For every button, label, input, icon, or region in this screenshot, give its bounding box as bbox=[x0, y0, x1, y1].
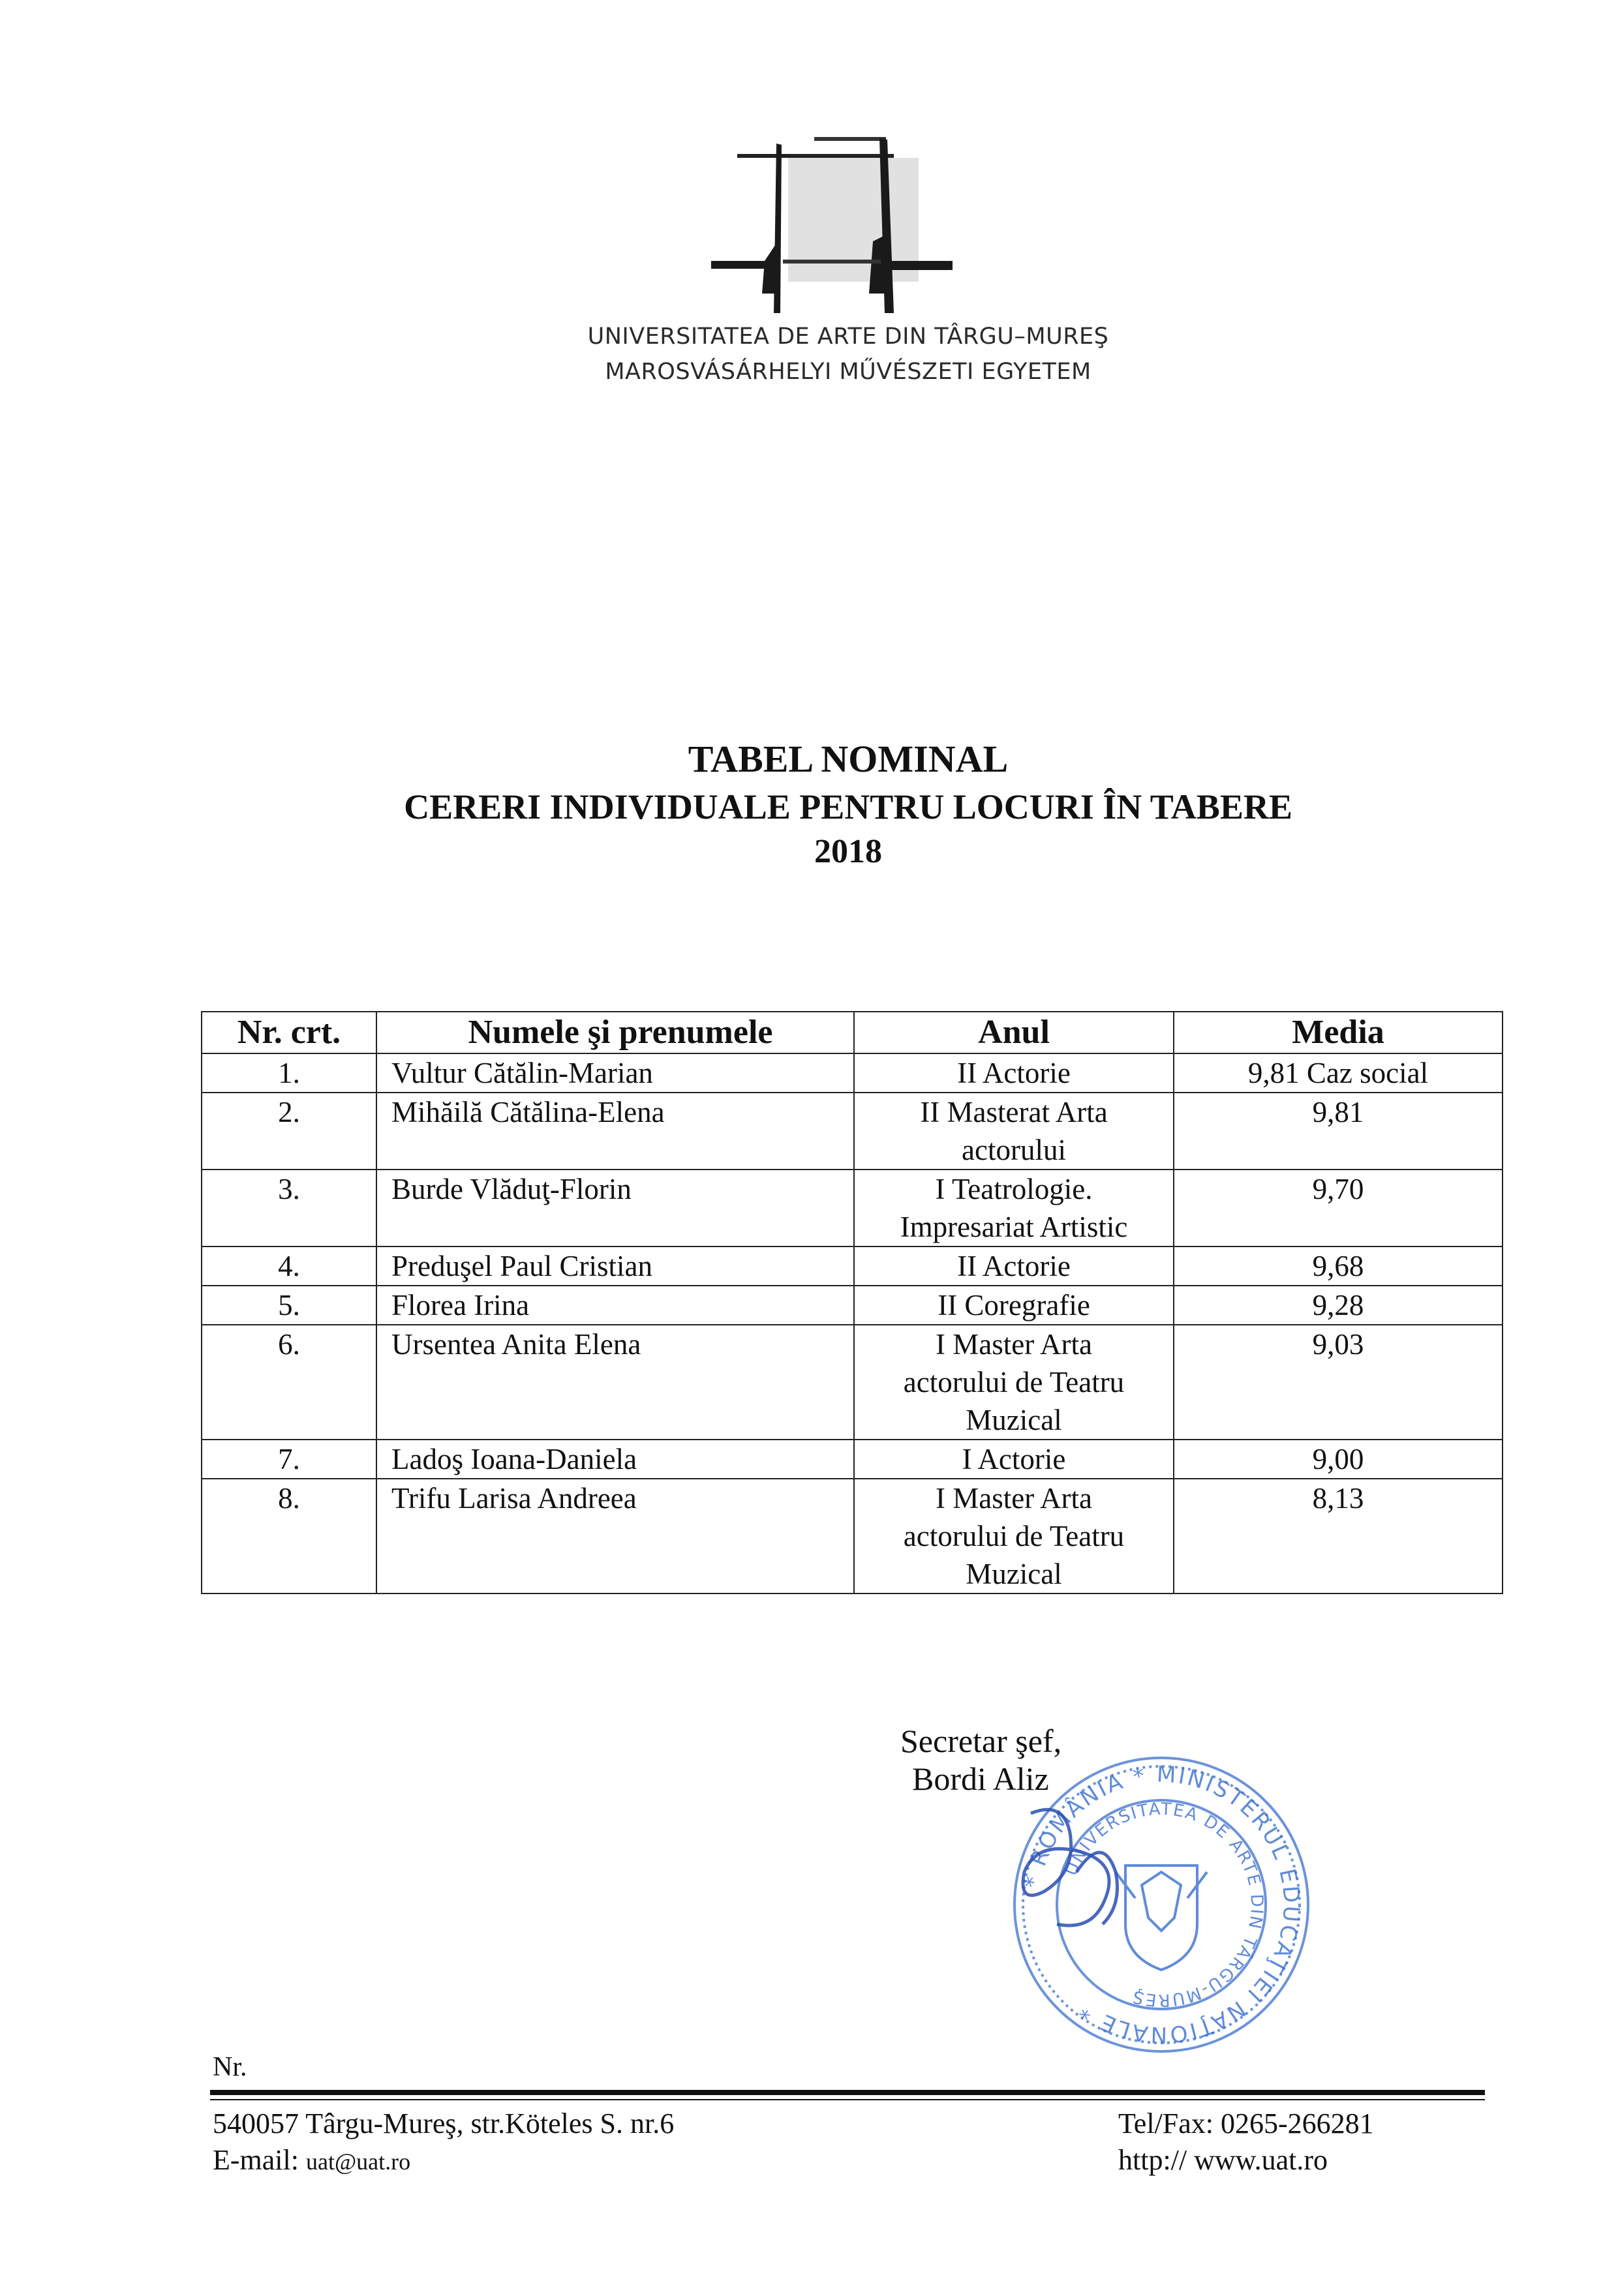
cell-year-line: actorului de Teatru bbox=[903, 1520, 1125, 1552]
university-logo bbox=[698, 130, 985, 326]
cell-media: 9,70 bbox=[1174, 1170, 1503, 1246]
table-header-row bbox=[202, 1012, 1503, 1053]
table-row bbox=[202, 1479, 1503, 1594]
cell-name: Burde Vlăduţ-Florin bbox=[376, 1170, 854, 1246]
cell-year-line: Muzical bbox=[966, 1558, 1062, 1590]
column-header-name: Numele şi prenumele bbox=[376, 1012, 854, 1053]
column-header-year: Anul bbox=[854, 1012, 1174, 1053]
signatory-name: Bordi Aliz bbox=[912, 1760, 1049, 1797]
cell-year-line: II Masterat Arta bbox=[920, 1096, 1108, 1128]
cell-nr: 8. bbox=[202, 1479, 376, 1594]
cell-year-line: actorului de Teatru bbox=[903, 1366, 1125, 1398]
cell-media: 9,81 Caz social bbox=[1174, 1053, 1503, 1093]
table-row bbox=[202, 1440, 1503, 1479]
table-row bbox=[202, 1053, 1503, 1093]
cell-year bbox=[854, 1093, 1174, 1170]
cell-year-line: I Master Arta bbox=[936, 1482, 1092, 1515]
svg-text:* ROMÂNIA * MINISTERUL EDUCAŢI: * ROMÂNIA * MINISTERUL EDUCAŢIEI NAŢIONALE * bbox=[1019, 1761, 1305, 2048]
cell-year bbox=[854, 1286, 1174, 1325]
nominal-table bbox=[201, 1011, 1503, 1594]
cell-name: Mihăilă Cătălina-Elena bbox=[376, 1093, 854, 1170]
footer-divider bbox=[210, 2090, 1485, 2095]
cell-nr: 2. bbox=[202, 1093, 376, 1170]
column-header-nr: Nr. crt. bbox=[202, 1012, 376, 1053]
column-header-media: Media bbox=[1174, 1012, 1503, 1053]
footer-telfax: Tel/Fax: 0265-266281 bbox=[1118, 2107, 1374, 2139]
cell-year-line: II Actorie bbox=[957, 1057, 1071, 1089]
handwritten-signature bbox=[1005, 1794, 1161, 1950]
cell-media: 9,03 bbox=[1174, 1325, 1503, 1440]
cell-year bbox=[854, 1246, 1174, 1286]
cell-year-line: actorului bbox=[962, 1134, 1066, 1166]
cell-media: 9,68 bbox=[1174, 1246, 1503, 1286]
cell-nr: 6. bbox=[202, 1325, 376, 1440]
footer-address: 540057 Târgu-Mureş, str.Köteles S. nr.6 bbox=[213, 2107, 675, 2139]
cell-name: Preduşel Paul Cristian bbox=[376, 1246, 854, 1286]
university-name-hu: MAROSVÁSÁRHELYI MŰVÉSZETI EGYETEM bbox=[605, 359, 1091, 385]
cell-nr: 4. bbox=[202, 1246, 376, 1286]
table-row bbox=[202, 1170, 1503, 1246]
cell-media: 9,28 bbox=[1174, 1286, 1503, 1325]
footer-email-label: E-mail: bbox=[213, 2144, 299, 2176]
footer-website[interactable]: http:// www.uat.ro bbox=[1118, 2144, 1328, 2176]
cell-nr: 3. bbox=[202, 1170, 376, 1246]
cell-year bbox=[854, 1440, 1174, 1479]
signatory-role: Secretar şef, bbox=[900, 1723, 1062, 1759]
cell-year bbox=[854, 1325, 1174, 1440]
document-subtitle: CERERI INDIVIDUALE PENTRU LOCURI ÎN TABERE bbox=[404, 787, 1292, 826]
university-name-ro: UNIVERSITATEA DE ARTE DIN TÂRGU–MUREŞ bbox=[587, 324, 1109, 350]
svg-text:UNIVERSITATEA DE ARTE DIN TÂRG: UNIVERSITATEA DE ARTE DIN TÂRGU-MUREŞ bbox=[1061, 1799, 1267, 2010]
cell-name: Ladoş Ioana-Daniela bbox=[376, 1440, 854, 1479]
footer-divider-thin bbox=[210, 2099, 1485, 2100]
table-row bbox=[202, 1246, 1503, 1286]
cell-year-line: I Actorie bbox=[962, 1443, 1066, 1475]
table-row bbox=[202, 1325, 1503, 1440]
table-body bbox=[202, 1053, 1503, 1594]
cell-year bbox=[854, 1053, 1174, 1093]
cell-year-line: II Coregrafie bbox=[938, 1289, 1090, 1322]
footer-contact-right bbox=[1118, 2106, 1374, 2179]
cell-media: 8,13 bbox=[1174, 1479, 1503, 1594]
footer-email-line bbox=[213, 2142, 674, 2180]
cell-year-line: Impresariat Artistic bbox=[900, 1211, 1128, 1243]
cell-media: 9,00 bbox=[1174, 1440, 1503, 1479]
cell-year bbox=[854, 1170, 1174, 1246]
footer-contact-left bbox=[213, 2106, 674, 2180]
document-year: 2018 bbox=[814, 833, 882, 870]
cell-year-line: Muzical bbox=[966, 1404, 1062, 1436]
cell-nr: 5. bbox=[202, 1286, 376, 1325]
cell-name: Trifu Larisa Andreea bbox=[376, 1479, 854, 1594]
cell-media: 9,81 bbox=[1174, 1093, 1503, 1170]
cell-name: Florea Irina bbox=[376, 1286, 854, 1325]
document-title: TABEL NOMINAL bbox=[688, 738, 1009, 780]
cell-year bbox=[854, 1479, 1174, 1594]
cell-name: Vultur Cătălin-Marian bbox=[376, 1053, 854, 1093]
cell-name: Ursentea Anita Elena bbox=[376, 1325, 854, 1440]
footer-email[interactable]: uat@uat.ro bbox=[305, 2149, 411, 2175]
cell-year-line: I Teatrologie. bbox=[935, 1173, 1093, 1205]
registration-number-label: Nr. bbox=[213, 2052, 247, 2082]
cell-nr: 7. bbox=[202, 1440, 376, 1479]
table-row bbox=[202, 1286, 1503, 1325]
table-row bbox=[202, 1093, 1503, 1170]
cell-nr: 1. bbox=[202, 1053, 376, 1093]
cell-year-line: I Master Arta bbox=[936, 1328, 1092, 1361]
cell-year-line: II Actorie bbox=[957, 1250, 1071, 1282]
